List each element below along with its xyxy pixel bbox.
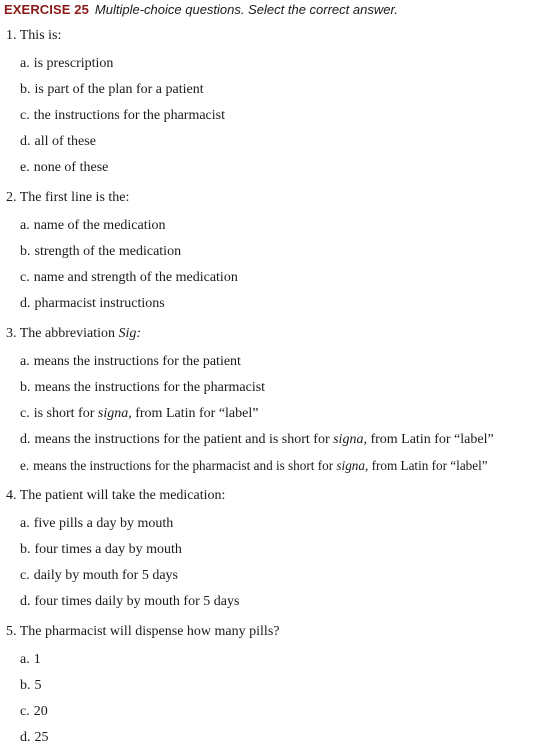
option-text: is prescription [33,56,114,71]
option-text: the instructions for the pharmacist [33,108,226,123]
option-text: 5 [34,678,42,693]
option-text: pharmacist instructions [34,296,165,311]
option-letter: b. [20,542,31,557]
option-text: means the instructions for the patient [33,354,241,369]
question-number: 4. [6,488,17,503]
option-letter: c. [20,406,30,421]
question-4 [6,486,225,506]
option-letter: d. [20,296,31,311]
question-text: This is: [19,28,62,43]
option-5c[interactable] [20,702,48,722]
question-text: The pharmacist will dispense how many pills? [19,624,280,639]
option-text: from Latin for “label” [366,432,494,447]
option-text: all of these [34,134,96,149]
option-4a[interactable] [20,514,173,534]
option-letter: a. [20,354,30,369]
option-5a[interactable] [20,650,41,670]
option-letter: a. [20,218,30,233]
option-3b[interactable] [20,378,265,398]
option-letter: e. [20,458,30,473]
option-5b[interactable] [20,676,42,696]
option-letter: a. [20,652,30,667]
option-4c[interactable] [20,566,178,586]
option-2d[interactable] [20,294,165,314]
option-text-italic: signa, [336,458,369,473]
question-number: 5. [6,624,17,639]
option-letter: d. [20,432,31,447]
question-text: The first line is the: [19,190,130,205]
option-4b[interactable] [20,540,182,560]
option-text: none of these [33,160,109,175]
option-text: five pills a day by mouth [33,516,174,531]
option-letter: d. [20,594,31,609]
question-text-italic: Sig: [118,326,142,341]
option-letter: b. [20,244,31,259]
question-5 [6,622,279,642]
option-text: strength of the medication [34,244,182,259]
option-3c[interactable] [20,404,258,424]
option-text: daily by mouth for 5 days [33,568,178,583]
option-1b[interactable] [20,80,204,100]
option-text: four times daily by mouth for 5 days [34,594,240,609]
option-3e[interactable] [20,456,488,476]
option-1a[interactable] [20,54,113,74]
option-letter: a. [20,56,30,71]
option-text-italic: signa, [97,406,132,421]
option-letter: e. [20,160,30,175]
option-text: 25 [34,730,49,745]
question-text: The abbreviation [19,326,119,341]
option-text: is part of the plan for a patient [34,82,204,97]
question-number: 1. [6,28,17,43]
question-number: 2. [6,190,17,205]
option-3a[interactable] [20,352,241,372]
question-3 [6,324,141,344]
option-1c[interactable] [20,106,225,126]
option-letter: d. [20,134,31,149]
option-text: from Latin for “label” [131,406,259,421]
exercise-header [4,1,398,19]
option-letter: c. [20,704,30,719]
option-2c[interactable] [20,268,238,288]
question-number: 3. [6,326,17,341]
option-letter: c. [20,270,30,285]
option-text: from Latin for “label” [368,458,488,473]
option-text: 1 [33,652,41,667]
option-3d[interactable] [20,430,494,450]
question-2 [6,188,129,208]
option-2a[interactable] [20,216,166,236]
option-text: means the instructions for the pharmacist [34,380,266,395]
option-letter: b. [20,678,31,693]
option-text: four times a day by mouth [34,542,182,557]
option-2b[interactable] [20,242,181,262]
exercise-instructions: Multiple-choice questions. Select the correct answer. [94,2,398,17]
option-5d[interactable] [20,728,49,748]
option-letter: c. [20,568,30,583]
option-text: means the instructions for the pharmacist and is short for [33,458,337,473]
option-letter: c. [20,108,30,123]
question-text: The patient will take the medication: [19,488,226,503]
option-text: means the instructions for the patient and is short for [34,432,334,447]
option-text-italic: signa, [333,432,367,447]
option-text: name of the medication [33,218,166,233]
option-letter: b. [20,380,31,395]
option-text: is short for [33,406,98,421]
option-text: name and strength of the medication [33,270,238,285]
exercise-label: EXERCISE 25 [4,2,89,17]
option-1d[interactable] [20,132,96,152]
option-letter: d. [20,730,31,745]
option-text: 20 [33,704,48,719]
option-1e[interactable] [20,158,108,178]
option-letter: a. [20,516,30,531]
option-4d[interactable] [20,592,239,612]
option-letter: b. [20,82,31,97]
question-1 [6,26,61,46]
